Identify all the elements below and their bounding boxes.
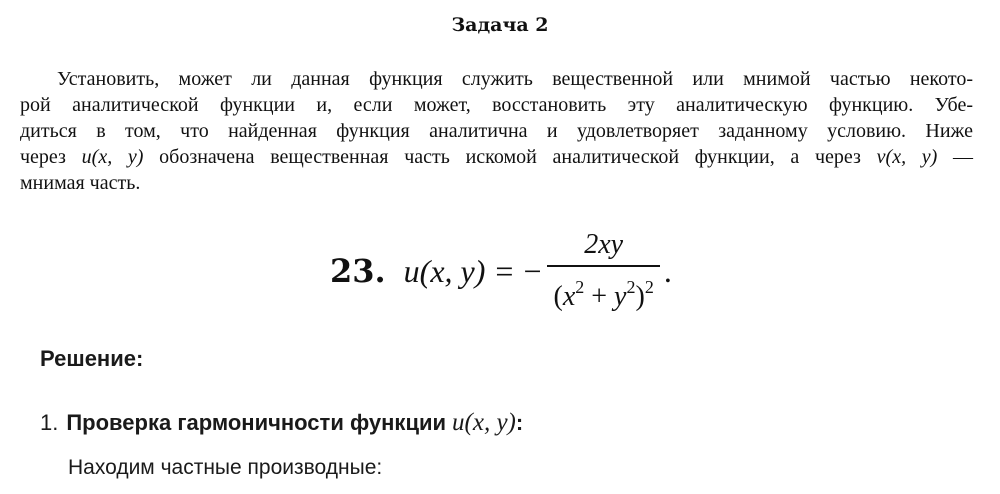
- solution-heading: Решение:: [40, 346, 144, 371]
- inline-math-u: u(x, y): [81, 146, 144, 168]
- denominator-exponent: 2: [626, 276, 636, 297]
- statement-line-4: [20, 144, 973, 170]
- task-title: Задача 2: [451, 14, 549, 36]
- inline-math-v: v(x, y): [876, 146, 938, 168]
- statement-text: —: [937, 146, 974, 168]
- statement-line-2: рой аналитической функции и, если может, восстановить эту аналитическую функцию. Убе-: [20, 94, 973, 116]
- fraction-denominator: [547, 267, 659, 313]
- problem-formula: [330, 226, 672, 316]
- step-1-text: Находим частные производные:: [68, 456, 383, 479]
- step-math: u(x, y): [452, 409, 516, 436]
- statement-text: через: [20, 146, 82, 168]
- task-statement: [20, 66, 973, 196]
- step-title: Проверка гармоничности функции: [66, 410, 447, 435]
- denominator-part: (: [553, 280, 563, 312]
- step-number: 1.: [40, 410, 59, 435]
- denominator-exponent: 2: [644, 276, 654, 297]
- denominator-part: ): [635, 280, 645, 312]
- denominator-exponent: 2: [575, 276, 585, 297]
- formula-equals: =: [495, 252, 514, 289]
- fraction-numerator: 2xy: [584, 229, 624, 261]
- formula-fraction: [547, 229, 659, 313]
- solution-step-1: [40, 409, 523, 437]
- formula-period: .: [663, 252, 672, 289]
- statement-line-1: Установить, может ли данная функция служить вещественной или мнимой частью некото-: [57, 68, 973, 90]
- denominator-part: x: [562, 280, 576, 312]
- problem-number: 23.: [330, 252, 386, 290]
- statement-text: обозначена вещественная часть искомой аналитической функции, а через: [143, 146, 877, 168]
- denominator-part: +: [584, 280, 615, 312]
- statement-line-3: диться в том, что найденная функция аналитична и удовлетворяет заданному условию. Ниже: [20, 120, 973, 142]
- denominator-part: y: [614, 280, 627, 312]
- step-colon: :: [515, 410, 524, 435]
- formula-sign: −: [523, 252, 542, 289]
- formula-lhs: u(x, y): [403, 252, 486, 289]
- statement-line-5: мнимая часть.: [20, 172, 141, 194]
